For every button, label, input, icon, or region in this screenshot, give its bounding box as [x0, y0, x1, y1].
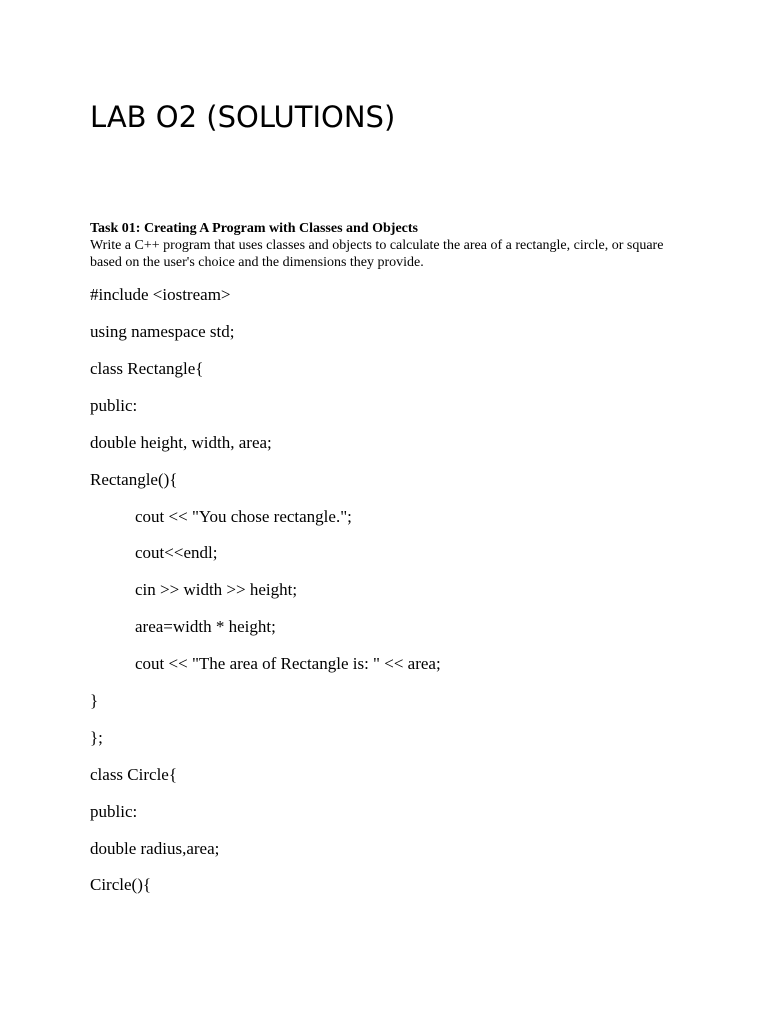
- code-line: area=width * height;: [135, 617, 276, 636]
- document-title: LAB O2 (SOLUTIONS): [90, 100, 396, 134]
- code-line: public:: [90, 802, 138, 821]
- code-line: using namespace std;: [90, 322, 235, 341]
- code-line: cout << "You chose rectangle.";: [135, 507, 352, 526]
- code-line: double height, width, area;: [90, 433, 272, 452]
- code-line: cout<<endl;: [135, 543, 218, 562]
- task-description: [90, 237, 680, 271]
- code-line: #include <iostream>: [90, 285, 231, 304]
- code-line: cout << "The area of Rectangle is: " << area;: [135, 654, 441, 673]
- code-line: public:: [90, 396, 138, 415]
- code-line: };: [90, 728, 103, 747]
- code-line: Circle(){: [90, 875, 152, 894]
- task-description-line: Write a C++ program that uses classes and objects to calculate the area of a rectangle, circle, or square: [90, 238, 664, 253]
- code-line: class Rectangle{: [90, 359, 204, 378]
- code-line: Rectangle(){: [90, 470, 178, 489]
- task-heading: Task 01: Creating A Program with Classes and Objects: [90, 221, 418, 236]
- code-line: double radius,area;: [90, 839, 220, 858]
- code-line: class Circle{: [90, 765, 177, 784]
- task-description-line: based on the user's choice and the dimensions they provide.: [90, 255, 424, 270]
- code-line: }: [90, 691, 99, 710]
- code-line: cin >> width >> height;: [135, 580, 298, 599]
